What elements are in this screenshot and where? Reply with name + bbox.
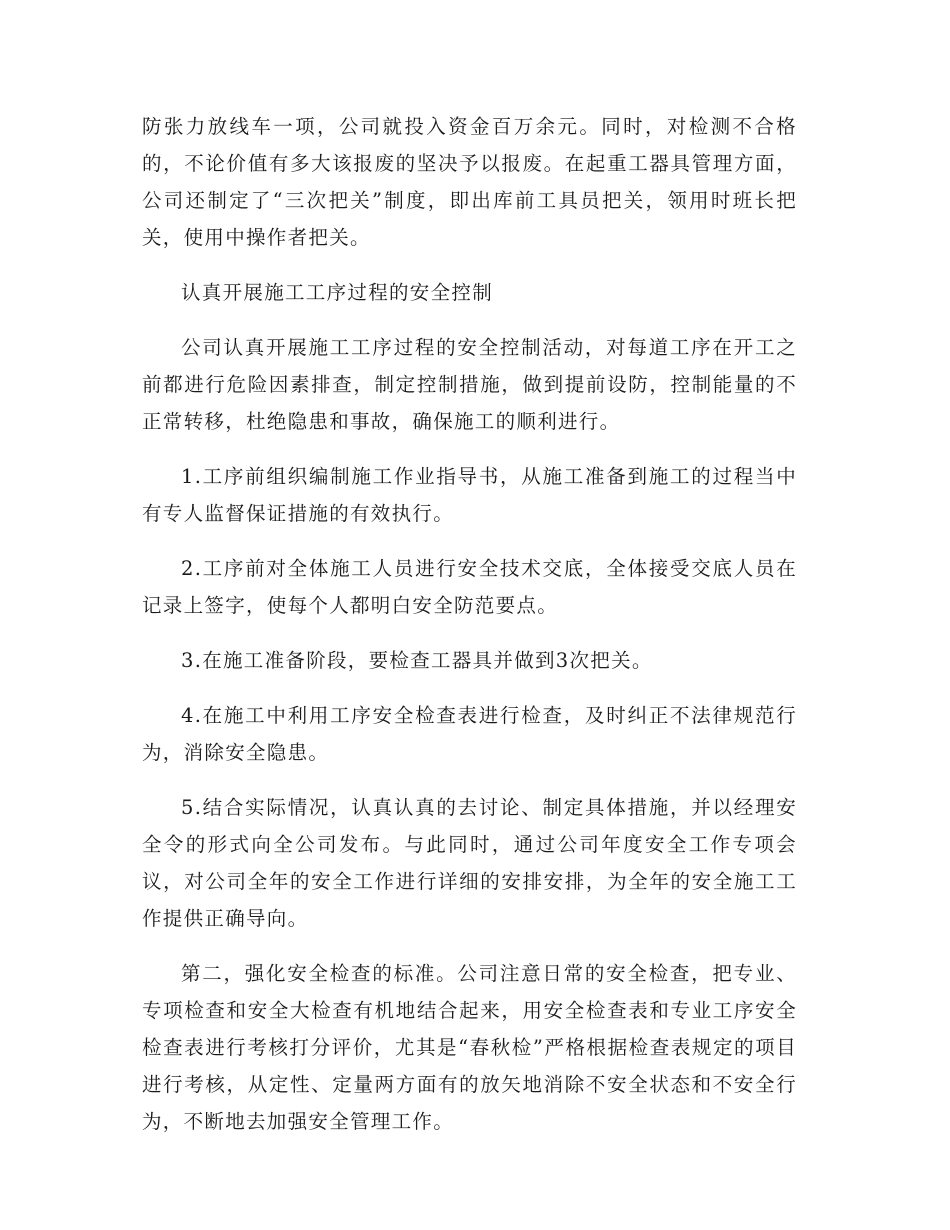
section-heading: 认真开展施工工序过程的安全控制 bbox=[181, 281, 494, 304]
list-item-2: 2.工序前对全体施工人员进行安全技术交底，全体接受交底人员在记录上签字，使每个人都明白安全防范要点。 bbox=[142, 557, 797, 617]
list-item-4: 4.在施工中利用工序安全检查表进行检查，及时纠正不法律规范行为，消除安全隐患。 bbox=[142, 704, 797, 764]
paragraph-second-point: 第二，强化安全检查的标准。公司注意日常的安全检查，把专业、专项检查和安全大检查有机地结合起来，用安全检查表和专业工序安全检查表进行考核打分评价，尤其是“春秋检”严格根据检查表规定的项目进行考核，从定性、定量两方面有的放矢地消除不安全状态和不安全行为，不断地去加强安全管理工作。 bbox=[142, 962, 797, 1133]
list-item-1: 1.工序前组织编制施工作业指导书，从施工准备到施工的过程当中有专人监督保证措施的有效执行。 bbox=[142, 465, 797, 525]
list-item-5: 5.结合实际情况，认真认真的去讨论、制定具体措施，并以经理安全令的形式向全公司发布。与此同时，通过公司年度安全工作专项会议，对公司全年的安全工作进行详细的安排安排，为全年的安全施工工作提供正确导向。 bbox=[142, 796, 797, 930]
list-item-3: 3.在施工准备阶段，要检查工器具并做到3次把关。 bbox=[181, 649, 653, 672]
paragraph-continuation: 防张力放线车一项，公司就投入资金百万余元。同时，对检测不合格的，不论价值有多大该报废的坚决予以报废。在起重工器具管理方面，公司还制定了“三次把关”制度，即出库前工具员把关，领用时班长把关，使用中操作者把关。 bbox=[142, 115, 797, 249]
paragraph-intro: 公司认真开展施工工序过程的安全控制活动，对每道工序在开工之前都进行危险因素排查，制定控制措施，做到提前设防，控制能量的不正常转移，杜绝隐患和事故，确保施工的顺利进行。 bbox=[142, 336, 797, 433]
document-body bbox=[142, 108, 797, 1158]
